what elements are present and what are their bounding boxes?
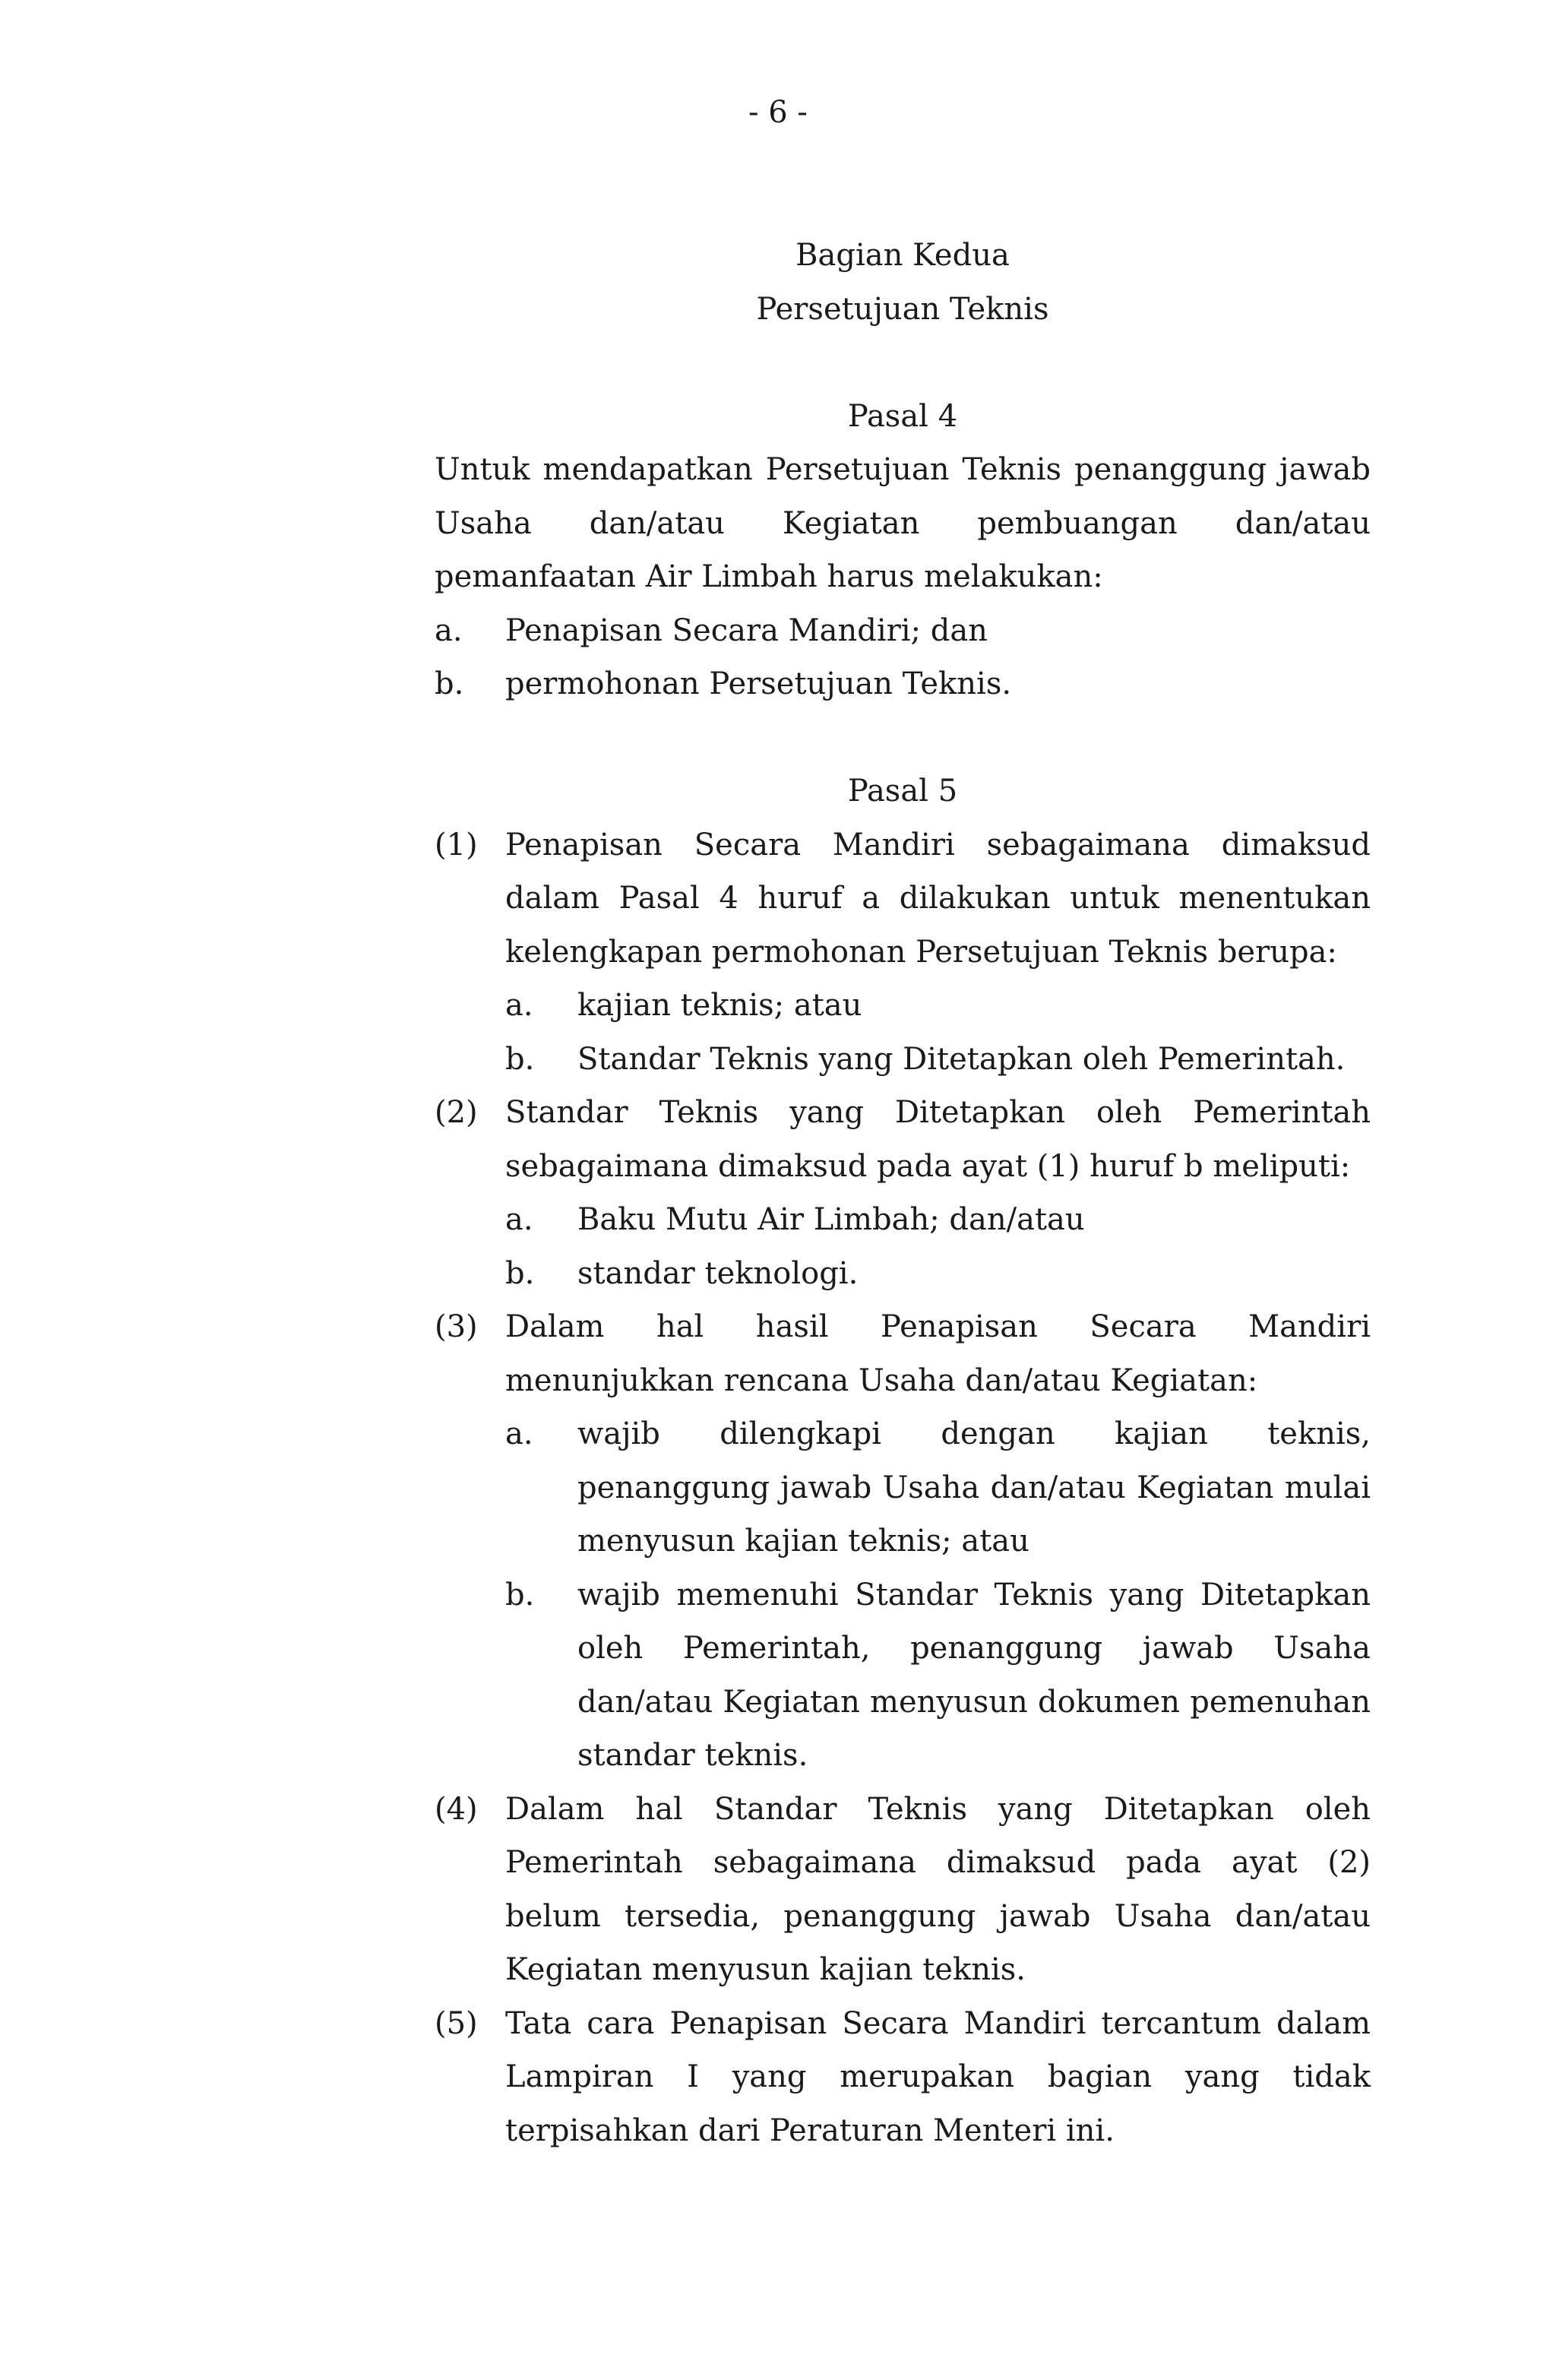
item-marker: b.: [505, 1255, 535, 1291]
clause-marker: (2): [435, 1095, 478, 1130]
item-marker: a.: [505, 1416, 533, 1451]
spacer: [435, 711, 1371, 765]
pasal-5-clause-2-item-a: [505, 1193, 1371, 1247]
item-text: Baku Mutu Air Limbah; dan/atau: [577, 1202, 1085, 1237]
clause-text: Tata cara Penapisan Secara Mandiri tercantum dalam Lampiran I yang merupakan bagian yang tidak terpisahkan dari Peraturan Menteri ini.: [505, 2005, 1371, 2148]
item-text: Standar Teknis yang Ditetapkan oleh Pemerintah.: [577, 1041, 1346, 1077]
item-text: wajib dilengkapi dengan kajian teknis, penanggung jawab Usaha dan/atau Kegiatan mulai menyusun kajian teknis; atau: [577, 1416, 1371, 1559]
pasal-5-clause-3: [435, 1300, 1371, 1407]
pasal-5-clause-1-item-b: [505, 1033, 1371, 1087]
pasal-4-item-b: [435, 657, 1371, 711]
pasal-5-clause-5: [435, 1997, 1371, 2158]
clause-marker: (5): [435, 2005, 478, 2041]
pasal-5-heading: Pasal 5: [847, 774, 958, 809]
item-marker: b.: [505, 1577, 535, 1613]
item-marker: a.: [505, 988, 533, 1023]
pasal-5-clause-1: [435, 818, 1371, 980]
pasal-5-clause-2: [435, 1086, 1371, 1193]
pasal-5-clause-4: [435, 1783, 1371, 1997]
pasal-5-clause-3-item-a: [505, 1407, 1371, 1568]
clause-marker: (1): [435, 827, 478, 862]
pasal-5-clause-1-item-a: [505, 979, 1371, 1033]
item-text: kajian teknis; atau: [577, 988, 862, 1023]
clause-marker: (4): [435, 1791, 478, 1827]
pasal-4-item-a: [435, 604, 1371, 658]
item-text: Penapisan Secara Mandiri; dan: [505, 612, 988, 648]
page-number: - 6 -: [748, 95, 808, 130]
clause-marker: (3): [435, 1309, 478, 1344]
item-text: wajib memenuhi Standar Teknis yang Ditetapkan oleh Pemerintah, penanggung jawab Usaha dan/atau Kegiatan menyusun dokumen pemenuhan standar teknis.: [577, 1577, 1371, 1773]
item-marker: a.: [505, 1202, 533, 1237]
pasal-4-intro: Untuk mendapatkan Persetujuan Teknis penanggung jawab Usaha dan/atau Kegiatan pembuangan dan/atau pemanfaatan Air Limbah harus melakukan:: [435, 452, 1371, 594]
spacer: [435, 336, 1371, 390]
item-marker: b.: [435, 666, 464, 701]
item-marker: a.: [435, 612, 463, 648]
section-part: Bagian Kedua: [795, 238, 1010, 273]
clause-text: Dalam hal hasil Penapisan Secara Mandiri menunjukkan rencana Usaha dan/atau Kegiatan:: [505, 1309, 1371, 1398]
pasal-5-clause-2-item-b: [505, 1247, 1371, 1301]
item-text: permohonan Persetujuan Teknis.: [505, 666, 1012, 701]
item-marker: b.: [505, 1041, 535, 1077]
document-body: [435, 229, 1371, 2157]
pasal-4-heading: Pasal 4: [847, 398, 958, 434]
clause-text: Penapisan Secara Mandiri sebagaimana dimaksud dalam Pasal 4 huruf a dilakukan untuk menentukan kelengkapan permohonan Persetujuan Teknis berupa:: [505, 827, 1371, 970]
section-title: Persetujuan Teknis: [756, 291, 1049, 327]
item-text: standar teknologi.: [577, 1255, 859, 1291]
clause-text: Standar Teknis yang Ditetapkan oleh Pemerintah sebagaimana dimaksud pada ayat (1) huruf b meliputi:: [505, 1095, 1371, 1184]
pasal-5-clause-3-item-b: [505, 1568, 1371, 1783]
clause-text: Dalam hal Standar Teknis yang Ditetapkan oleh Pemerintah sebagaimana dimaksud pada ayat (2) belum tersedia, penanggung jawab Usaha dan/atau Kegiatan menyusun kajian teknis.: [505, 1791, 1371, 1987]
